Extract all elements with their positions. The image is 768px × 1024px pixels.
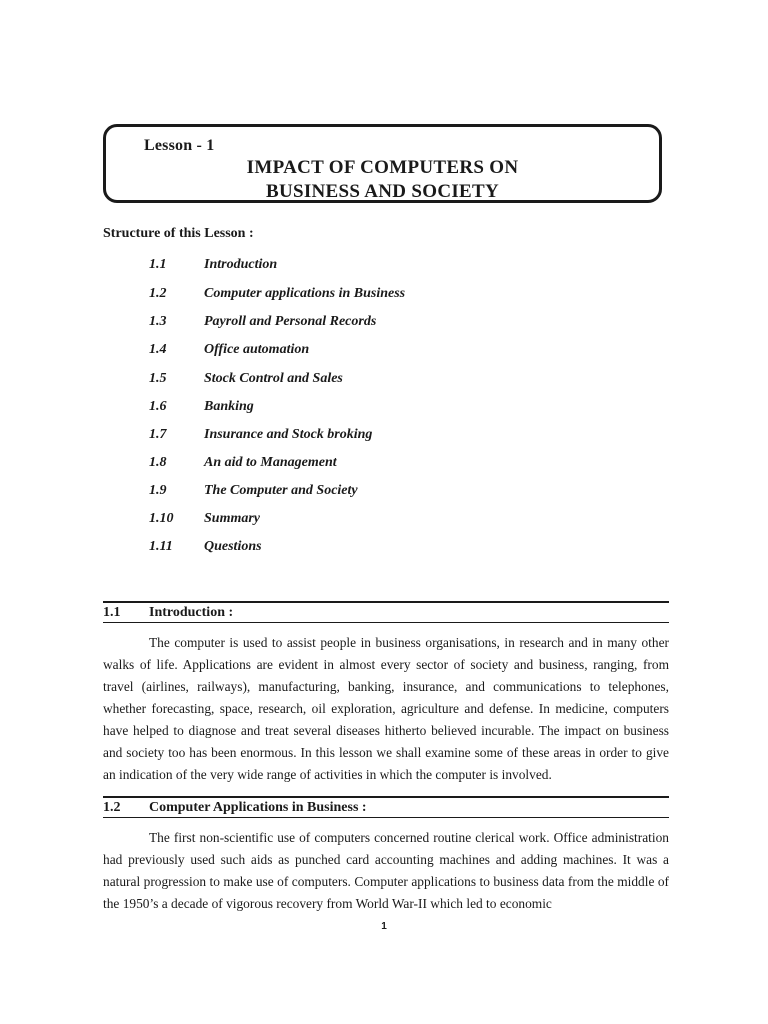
section-number: 1.1	[103, 605, 121, 620]
list-item	[149, 511, 549, 531]
list-item	[149, 371, 549, 391]
introduction-paragraph: The computer is used to assist people in business organisations, in research and in many other walks of life. Applications are evident in almost every sector of society and business, ranging, from travel (airlines, railways), manufacturing, banking, insurance, and communications to telephones, whether forecasting, space, research, oil exploration, agriculture and defense. In medicine, computers have helped to diagnose and treat several diseases hitherto believed incurable. The impact on business and society too has been enormous. In this lesson we shall examine some of these areas in order to give an indication of the very wide range of activities in which the computer is involved.	[103, 635, 669, 782]
list-item	[149, 286, 549, 306]
list-item-number: 1.3	[149, 314, 167, 329]
list-item-number: 1.11	[149, 539, 173, 554]
list-item-title: An aid to Management	[204, 455, 337, 470]
list-item	[149, 314, 549, 334]
list-item-title: Questions	[204, 539, 262, 554]
list-item-title: Computer applications in Business	[204, 286, 406, 301]
list-item	[149, 399, 549, 419]
list-item	[149, 539, 549, 559]
list-item	[149, 342, 549, 362]
list-item-number: 1.8	[149, 455, 167, 470]
section-number: 1.2	[103, 800, 121, 815]
list-item-title: Payroll and Personal Records	[204, 314, 377, 329]
list-item-title: Stock Control and Sales	[204, 371, 343, 386]
lesson-title-box	[103, 124, 662, 203]
lesson-number: Lesson - 1	[144, 137, 215, 154]
list-item-number: 1.2	[149, 286, 167, 301]
list-item-title: Introduction	[204, 257, 278, 272]
list-item-number: 1.4	[149, 342, 167, 357]
list-item-number: 1.10	[149, 511, 174, 526]
structure-heading: Structure of this Lesson :	[103, 226, 254, 241]
section-heading-introduction	[103, 601, 669, 623]
list-item	[149, 427, 549, 447]
list-item	[149, 257, 549, 277]
list-item-number: 1.1	[149, 257, 167, 272]
lesson-title-line-2: BUSINESS AND SOCIETY	[265, 181, 500, 202]
list-item-title: Insurance and Stock broking	[204, 427, 373, 442]
list-item-number: 1.5	[149, 371, 167, 386]
section-heading-computer-applications	[103, 796, 669, 818]
page-number: 1	[381, 921, 387, 932]
list-item-title: The Computer and Society	[204, 483, 358, 498]
list-item	[149, 455, 549, 475]
list-item-title: Banking	[204, 399, 254, 414]
lesson-title-line-1: IMPACT OF COMPUTERS ON	[246, 157, 519, 178]
section-title: Introduction :	[149, 605, 234, 620]
list-item-number: 1.7	[149, 427, 167, 442]
section-title: Computer Applications in Business :	[149, 800, 367, 815]
computer-applications-paragraph: The first non-scientific use of computers concerned routine clerical work. Office administration had previously used such aids as punched card accounting machines and adding machines. It was a natural progression to make use of computers. Computer applications to business data from the middle of the 1950’s a decade of vigorous recovery from World War-II which led to economic	[103, 830, 669, 911]
list-item-title: Office automation	[204, 342, 310, 357]
list-item	[149, 483, 549, 503]
list-item-number: 1.9	[149, 483, 167, 498]
list-item-title: Summary	[204, 511, 261, 526]
list-item-number: 1.6	[149, 399, 167, 414]
